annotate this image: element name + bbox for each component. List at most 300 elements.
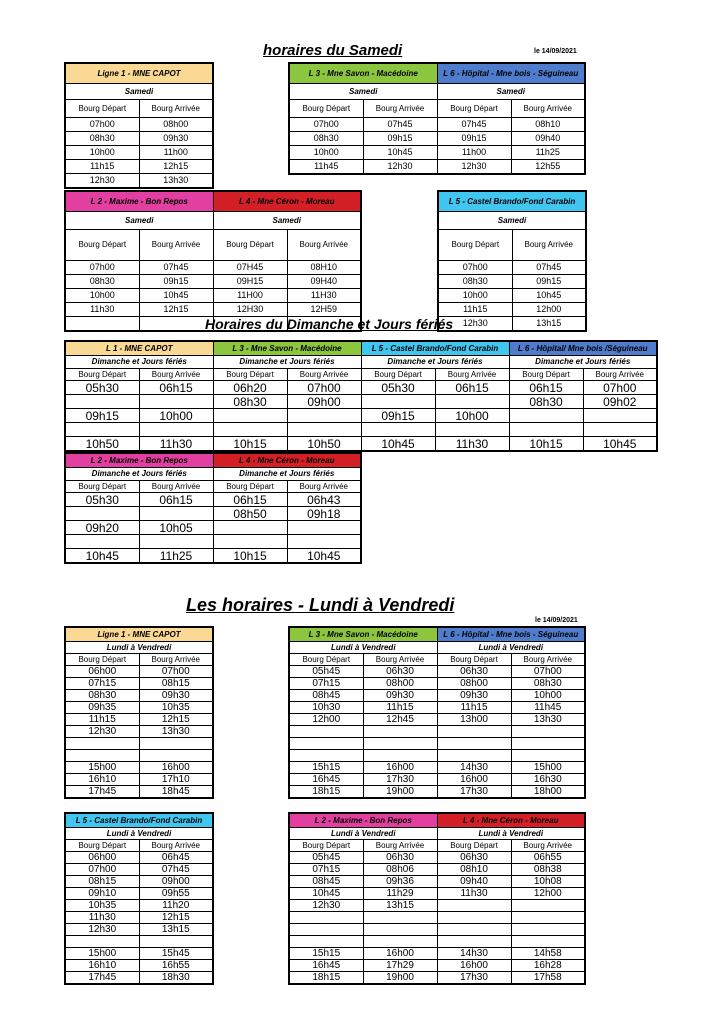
- timetable: [64, 626, 214, 799]
- time-row: [438, 303, 586, 317]
- column-header-row: [289, 100, 585, 118]
- section-title: Horaires du Dimanche et Jours fériés: [205, 316, 454, 332]
- time-cell: 10h45: [139, 289, 213, 303]
- column-header: Bourg Départ: [437, 840, 511, 852]
- time-cell: [289, 924, 363, 936]
- time-cell: 12h00: [511, 888, 585, 900]
- time-cell: 10h00: [65, 146, 139, 160]
- time-cell: 06h45: [139, 852, 213, 864]
- time-cell: [65, 507, 139, 521]
- time-cell: 16h00: [437, 774, 511, 786]
- time-cell: 18h15: [289, 972, 363, 985]
- time-cell: 10h15: [213, 437, 287, 452]
- time-row: [289, 726, 585, 738]
- day-row: [289, 828, 585, 840]
- time-cell: [139, 423, 213, 437]
- time-cell: 12h30: [65, 924, 139, 936]
- time-cell: 09H15: [213, 275, 287, 289]
- day-label: Dimanche et Jours fériés: [213, 468, 361, 481]
- time-row: [65, 774, 213, 786]
- day-label: Samedi: [437, 84, 585, 100]
- time-cell: 08h38: [511, 864, 585, 876]
- time-cell: 10h05: [139, 521, 213, 535]
- time-cell: 07h00: [438, 261, 512, 275]
- column-header: Bourg Arrivée: [511, 100, 585, 118]
- time-cell: 11h29: [363, 888, 437, 900]
- time-row: [289, 690, 585, 702]
- time-cell: [287, 521, 361, 535]
- time-cell: 14h58: [511, 948, 585, 960]
- time-cell: 11h15: [65, 714, 139, 726]
- route-name: Ligne 1 - MNE CAPOT: [65, 627, 213, 642]
- time-cell: 07h00: [65, 118, 139, 132]
- route-header-row: [65, 627, 213, 642]
- time-cell: [509, 409, 583, 423]
- time-cell: 15h00: [65, 948, 139, 960]
- time-row: [289, 876, 585, 888]
- time-cell: 06h55: [511, 852, 585, 864]
- route-name: L 5 - Castel Brando/Fond Carabin: [361, 341, 509, 356]
- time-cell: 11h15: [363, 702, 437, 714]
- day-row: [65, 468, 361, 481]
- time-cell: [139, 507, 213, 521]
- time-cell: [289, 738, 363, 750]
- time-cell: 08h15: [139, 678, 213, 690]
- time-cell: 17h30: [437, 786, 511, 799]
- time-cell: [65, 535, 139, 549]
- time-cell: 19h00: [363, 786, 437, 799]
- column-header-row: [438, 230, 586, 261]
- time-row: [65, 395, 657, 409]
- day-label: Samedi: [65, 212, 213, 230]
- time-cell: [363, 924, 437, 936]
- time-cell: 06h30: [363, 666, 437, 678]
- time-row: [289, 762, 585, 774]
- column-header-row: [65, 481, 361, 493]
- time-cell: 06h30: [363, 852, 437, 864]
- time-row: [65, 666, 213, 678]
- column-header: Bourg Arrivée: [583, 369, 657, 381]
- section-title: horaires du Samedi: [263, 42, 403, 59]
- column-header: Bourg Départ: [65, 230, 139, 261]
- time-row: [65, 423, 657, 437]
- time-row: [289, 960, 585, 972]
- time-cell: 11h20: [139, 900, 213, 912]
- time-cell: 11h25: [511, 146, 585, 160]
- column-header-row: [65, 654, 213, 666]
- time-cell: 09h15: [361, 409, 435, 423]
- column-header: Bourg Arrivée: [287, 481, 361, 493]
- time-cell: 08h06: [363, 864, 437, 876]
- route-name: L 4 - Mne Céron - Moreau: [213, 191, 361, 212]
- time-cell: 11h15: [437, 702, 511, 714]
- time-row: [289, 666, 585, 678]
- column-header-row: [65, 100, 213, 118]
- column-header: Bourg Départ: [65, 840, 139, 852]
- column-header: Bourg Départ: [65, 369, 139, 381]
- time-row: [65, 507, 361, 521]
- time-cell: 10h50: [65, 437, 139, 452]
- time-cell: 06h30: [437, 852, 511, 864]
- time-cell: 10h15: [213, 549, 287, 564]
- time-row: [289, 738, 585, 750]
- time-cell: 07h15: [289, 864, 363, 876]
- column-header: Bourg Départ: [213, 369, 287, 381]
- time-cell: [139, 738, 213, 750]
- day-row: [65, 212, 361, 230]
- time-cell: [437, 726, 511, 738]
- time-cell: [65, 395, 139, 409]
- time-cell: 13h30: [139, 726, 213, 738]
- route-header-row: [65, 191, 361, 212]
- time-row: [289, 936, 585, 948]
- time-row: [65, 714, 213, 726]
- time-cell: 09h36: [363, 876, 437, 888]
- time-cell: 13h15: [512, 317, 586, 332]
- time-cell: 16h00: [437, 960, 511, 972]
- column-header: Bourg Départ: [65, 654, 139, 666]
- time-cell: 07h45: [139, 864, 213, 876]
- time-cell: 12h30: [289, 900, 363, 912]
- time-cell: [363, 750, 437, 762]
- timetable: [437, 190, 587, 332]
- column-header: Bourg Arrivée: [512, 230, 586, 261]
- time-cell: 11h30: [435, 437, 509, 452]
- time-cell: 09h30: [363, 690, 437, 702]
- time-cell: [139, 750, 213, 762]
- route-name: L 6 - Hôpital - Mne bois - Séguineau: [437, 63, 585, 84]
- time-row: [289, 774, 585, 786]
- time-cell: 10h45: [512, 289, 586, 303]
- time-cell: 10h45: [583, 437, 657, 452]
- time-cell: 07h45: [512, 261, 586, 275]
- time-cell: [289, 936, 363, 948]
- time-cell: 08h00: [139, 118, 213, 132]
- time-cell: 11h15: [65, 160, 139, 174]
- time-cell: [287, 535, 361, 549]
- time-cell: 16h45: [289, 960, 363, 972]
- time-row: [438, 289, 586, 303]
- column-header-row: [289, 654, 585, 666]
- column-header: Bourg Départ: [65, 481, 139, 493]
- time-cell: 11h15: [438, 303, 512, 317]
- time-cell: 08h45: [289, 690, 363, 702]
- time-cell: [437, 738, 511, 750]
- time-cell: 07h15: [65, 678, 139, 690]
- time-cell: [65, 936, 139, 948]
- time-row: [289, 888, 585, 900]
- time-cell: 11h30: [437, 888, 511, 900]
- time-cell: 11h00: [139, 146, 213, 160]
- time-cell: 12h15: [139, 912, 213, 924]
- time-cell: 10h45: [361, 437, 435, 452]
- time-cell: 17h30: [363, 774, 437, 786]
- time-row: [289, 714, 585, 726]
- route-header-row: [65, 813, 213, 828]
- time-cell: 10h00: [65, 289, 139, 303]
- route-header-row: [65, 453, 361, 468]
- column-header: Bourg Départ: [65, 100, 139, 118]
- column-header: Bourg Départ: [437, 100, 511, 118]
- time-cell: [363, 936, 437, 948]
- route-name: L 6 - Hôpital/ Mne bois /Séguineau: [509, 341, 657, 356]
- time-cell: 13h15: [363, 900, 437, 912]
- time-cell: 15h00: [511, 762, 585, 774]
- time-cell: [139, 936, 213, 948]
- route-header-row: [289, 63, 585, 84]
- time-row: [65, 912, 213, 924]
- time-cell: 10h00: [438, 289, 512, 303]
- time-cell: 09h00: [139, 876, 213, 888]
- time-cell: 10h08: [511, 876, 585, 888]
- time-row: [65, 409, 657, 423]
- time-cell: 16h10: [65, 960, 139, 972]
- time-cell: 05h30: [361, 381, 435, 395]
- time-cell: 07h45: [139, 261, 213, 275]
- route-header-row: [438, 191, 586, 212]
- time-cell: 16h00: [363, 762, 437, 774]
- time-cell: 10h45: [287, 549, 361, 564]
- time-row: [65, 535, 361, 549]
- time-cell: 09h40: [437, 876, 511, 888]
- schedule-table: [64, 62, 214, 189]
- time-cell: 12h30: [65, 174, 139, 189]
- route-header-row: [65, 63, 213, 84]
- schedule-table: [64, 340, 658, 452]
- time-row: [65, 948, 213, 960]
- time-cell: 12h30: [438, 317, 512, 332]
- time-cell: [65, 423, 139, 437]
- time-row: [65, 690, 213, 702]
- time-cell: [511, 936, 585, 948]
- time-cell: 17h45: [65, 786, 139, 799]
- timetable: [288, 62, 586, 175]
- time-cell: 10h35: [139, 702, 213, 714]
- time-row: [65, 160, 213, 174]
- time-cell: 13h00: [437, 714, 511, 726]
- time-row: [65, 521, 361, 535]
- day-label: Dimanche et Jours fériés: [509, 356, 657, 369]
- timetable: [64, 190, 362, 332]
- time-cell: 18h15: [289, 786, 363, 799]
- time-cell: 10h15: [509, 437, 583, 452]
- time-cell: 07h00: [511, 666, 585, 678]
- time-cell: 07h15: [289, 678, 363, 690]
- route-name: Ligne 1 - MNE CAPOT: [65, 63, 213, 84]
- time-cell: [509, 423, 583, 437]
- time-row: [65, 132, 213, 146]
- time-cell: [213, 521, 287, 535]
- time-row: [65, 275, 361, 289]
- time-cell: 13h30: [139, 174, 213, 189]
- route-header-row: [65, 341, 657, 356]
- column-header-row: [65, 840, 213, 852]
- time-cell: 09h30: [139, 132, 213, 146]
- time-row: [438, 317, 586, 332]
- day-label: Samedi: [438, 212, 586, 230]
- column-header: Bourg Arrivée: [139, 481, 213, 493]
- time-cell: 09h55: [139, 888, 213, 900]
- time-cell: 05h45: [289, 852, 363, 864]
- time-cell: 19h00: [363, 972, 437, 985]
- timetable: [288, 626, 586, 799]
- time-row: [289, 786, 585, 799]
- time-cell: [363, 738, 437, 750]
- column-header-row: [289, 840, 585, 852]
- time-cell: 09h02: [583, 395, 657, 409]
- day-row: [65, 356, 657, 369]
- time-cell: 09h15: [363, 132, 437, 146]
- time-cell: 06h15: [139, 493, 213, 507]
- time-cell: 15h15: [289, 948, 363, 960]
- time-row: [65, 381, 657, 395]
- column-header: Bourg Arrivée: [363, 840, 437, 852]
- time-row: [289, 132, 585, 146]
- time-cell: 10h00: [435, 409, 509, 423]
- column-header: Bourg Arrivée: [511, 654, 585, 666]
- time-row: [65, 852, 213, 864]
- time-cell: 17h45: [65, 972, 139, 985]
- time-cell: 07h45: [437, 118, 511, 132]
- time-cell: [139, 317, 213, 332]
- time-cell: 08h00: [363, 678, 437, 690]
- time-row: [65, 750, 213, 762]
- time-cell: [139, 535, 213, 549]
- time-cell: 10h30: [289, 702, 363, 714]
- time-cell: 05h30: [65, 493, 139, 507]
- time-row: [289, 864, 585, 876]
- time-cell: 12h00: [512, 303, 586, 317]
- day-label: Dimanche et Jours fériés: [65, 468, 213, 481]
- column-header: Bourg Arrivée: [287, 230, 361, 261]
- time-row: [65, 303, 361, 317]
- time-cell: 11H30: [287, 289, 361, 303]
- time-row: [65, 888, 213, 900]
- column-header: Bourg Arrivée: [139, 230, 213, 261]
- time-row: [65, 549, 361, 564]
- time-cell: 09h15: [65, 409, 139, 423]
- schedule-table: [64, 626, 214, 799]
- time-cell: 08h50: [213, 507, 287, 521]
- time-cell: [437, 900, 511, 912]
- route-name: L 6 - Hôpital - Mne bois - Séguineau: [437, 627, 585, 642]
- timetable: [288, 812, 586, 985]
- time-cell: 06h15: [139, 381, 213, 395]
- section-title: Les horaires - Lundi à Vendredi: [186, 595, 455, 615]
- time-cell: [511, 738, 585, 750]
- column-header: Bourg Départ: [289, 100, 363, 118]
- day-row: [289, 642, 585, 654]
- day-label: Lundi à Vendredi: [437, 642, 585, 654]
- day-row: [65, 84, 213, 100]
- time-cell: 12h45: [363, 714, 437, 726]
- column-header: Bourg Départ: [438, 230, 512, 261]
- day-label: Lundi à Vendredi: [437, 828, 585, 840]
- route-name: L 4 - Mne Céron - Moreau: [437, 813, 585, 828]
- schedule-table: [64, 452, 362, 564]
- time-cell: [363, 726, 437, 738]
- time-cell: 13h30: [511, 714, 585, 726]
- time-row: [65, 762, 213, 774]
- time-cell: [289, 912, 363, 924]
- schedule-table: [64, 812, 214, 985]
- time-row: [65, 118, 213, 132]
- time-cell: 10h45: [289, 888, 363, 900]
- column-header: Bourg Arrivée: [139, 840, 213, 852]
- time-cell: 12H59: [287, 303, 361, 317]
- day-row: [438, 212, 586, 230]
- column-header: Bourg Départ: [289, 654, 363, 666]
- time-cell: 12H30: [213, 303, 287, 317]
- time-row: [289, 750, 585, 762]
- time-cell: [511, 924, 585, 936]
- route-name: L 3 - Mne Savon - Macédoine: [289, 627, 437, 642]
- time-cell: 08h10: [511, 118, 585, 132]
- time-cell: 07h45: [363, 118, 437, 132]
- route-name: L 4 - Mne Céron - Moreau: [213, 453, 361, 468]
- time-row: [289, 912, 585, 924]
- time-cell: 08h30: [438, 275, 512, 289]
- time-cell: 06h15: [435, 381, 509, 395]
- time-row: [289, 702, 585, 714]
- time-cell: [213, 535, 287, 549]
- date-label: le 14/09/2021: [534, 48, 577, 55]
- time-cell: 07h00: [65, 261, 139, 275]
- column-header: Bourg Arrivée: [363, 654, 437, 666]
- route-header-row: [289, 813, 585, 828]
- time-row: [289, 678, 585, 690]
- time-cell: 14h30: [437, 762, 511, 774]
- time-cell: 15h15: [289, 762, 363, 774]
- time-row: [65, 864, 213, 876]
- column-header: Bourg Départ: [361, 369, 435, 381]
- time-cell: [65, 750, 139, 762]
- time-row: [289, 146, 585, 160]
- time-cell: 06h20: [213, 381, 287, 395]
- time-cell: [65, 738, 139, 750]
- time-cell: 09h15: [512, 275, 586, 289]
- time-cell: [289, 750, 363, 762]
- time-row: [289, 924, 585, 936]
- time-cell: 12h30: [437, 160, 511, 175]
- time-cell: 09h30: [139, 690, 213, 702]
- time-cell: 11H00: [213, 289, 287, 303]
- time-cell: 16h00: [139, 762, 213, 774]
- time-cell: 18h30: [139, 972, 213, 985]
- time-row: [289, 948, 585, 960]
- column-header: Bourg Arrivée: [511, 840, 585, 852]
- time-cell: 07h00: [139, 666, 213, 678]
- time-cell: 16h00: [363, 948, 437, 960]
- time-cell: 10h45: [363, 146, 437, 160]
- time-cell: 11h45: [511, 702, 585, 714]
- time-cell: [511, 900, 585, 912]
- column-header: Bourg Arrivée: [287, 369, 361, 381]
- day-label: Samedi: [289, 84, 437, 100]
- time-cell: 10h50: [287, 437, 361, 452]
- schedule-table: [288, 812, 586, 985]
- column-header: Bourg Arrivée: [139, 100, 213, 118]
- time-cell: 12h30: [363, 160, 437, 175]
- time-cell: 15h45: [139, 948, 213, 960]
- time-cell: [511, 726, 585, 738]
- day-label: Lundi à Vendredi: [289, 642, 437, 654]
- timetable: [64, 62, 214, 189]
- time-cell: [583, 409, 657, 423]
- time-cell: 12h00: [289, 714, 363, 726]
- time-cell: [435, 423, 509, 437]
- time-row: [65, 702, 213, 714]
